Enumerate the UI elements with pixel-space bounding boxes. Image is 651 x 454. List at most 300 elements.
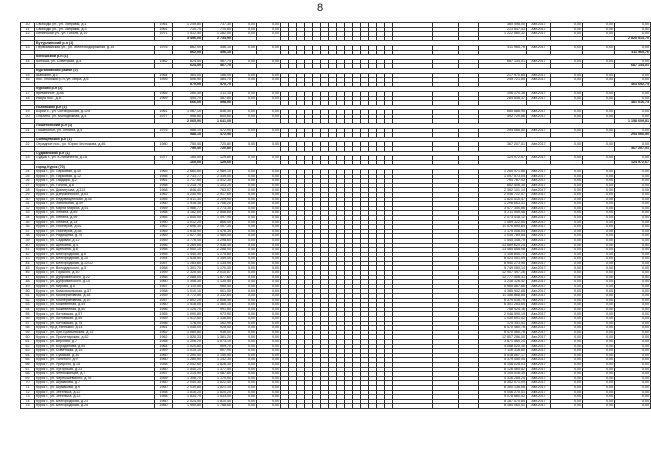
- period-cell: Авг.2017: [527, 312, 551, 317]
- value-cell: 0,00: [551, 183, 583, 188]
- value-cell: 0,00: [233, 211, 257, 216]
- value-cell: 0,00: [583, 27, 615, 32]
- dwelling-area-cell: 186,00: [203, 73, 233, 78]
- period-cell: Авг.2017: [527, 197, 551, 202]
- total-cost-cell: 1 158 609,81: [615, 119, 651, 124]
- value-cell: 0,00: [551, 266, 583, 271]
- dwelling-area-cell: 1 877,60: [203, 275, 233, 280]
- dwelling-area-cell: 1 512,30: [203, 179, 233, 184]
- period-cell: Авг.2017: [527, 248, 551, 253]
- value-cell: 0,00: [233, 298, 257, 303]
- period-cell: Авг.2017: [527, 183, 551, 188]
- dwelling-area-cell: 1 338,80: [203, 317, 233, 322]
- value-cell: 0,00: [257, 78, 281, 83]
- value-cell: 0,00: [257, 390, 281, 395]
- value-cell: 0,00: [551, 280, 583, 285]
- count-cell: [345, 404, 353, 409]
- total-cost-cell: 7 116 316,60: [479, 349, 527, 354]
- total-area-cell: 998,80: [173, 114, 203, 119]
- count-cell: [281, 404, 289, 409]
- year-cell: 1960: [155, 367, 173, 372]
- value-cell: 0,00: [615, 252, 651, 257]
- value-cell: 0,00: [615, 96, 651, 101]
- period-cell: Авг.2017: [527, 271, 551, 276]
- value-cell: 0,00: [257, 206, 281, 211]
- value-cell: 0,00: [233, 96, 257, 101]
- total-area-cell: 2 802,20: [173, 298, 203, 303]
- value-cell: 0,00: [551, 220, 583, 225]
- total-cost-cell: 758 424,16: [479, 307, 527, 312]
- period-cell: Авг.2017: [527, 225, 551, 230]
- year-cell: 1959: [155, 349, 173, 354]
- address-cell: Борки с., ул. Октябрьская, д.125: [35, 110, 155, 115]
- total-cost-cell: 2 352 101,14: [479, 188, 527, 193]
- year-cell: 1958: [155, 248, 173, 253]
- value-cell: 0,00: [257, 395, 281, 400]
- total-area-cell: 1 015,10: [173, 349, 203, 354]
- value-cell: 0,00: [257, 257, 281, 262]
- count-cell: [297, 404, 305, 409]
- value-cell: 0,00: [615, 330, 651, 335]
- value-cell: 0,00: [233, 344, 257, 349]
- total-area-cell: 1 280,90: [173, 358, 203, 363]
- period-cell: Авг.2017: [527, 234, 551, 239]
- dwelling-area-cell: 1 170,00: [203, 376, 233, 381]
- address-cell: Курск г., ул. Гайдара, д.2: [35, 179, 155, 184]
- value-cell: 0,00: [257, 142, 281, 147]
- count-cell: [361, 404, 369, 409]
- value-cell: 0,00: [583, 284, 615, 289]
- total-area-cell: 1 263,60: [173, 261, 203, 266]
- value-cell: 0,00: [583, 390, 615, 395]
- total-cost-cell: 6 370 016,75: [479, 298, 527, 303]
- dwelling-area-cell: 763,07: [203, 188, 233, 193]
- value-cell: 0,00: [551, 110, 583, 115]
- period-cell: Авг.2017: [527, 220, 551, 225]
- dwelling-area-cell: 2 733,90: [203, 36, 233, 41]
- dwelling-area-cell: 866,40: [203, 220, 233, 225]
- table-body: [21, 23, 651, 409]
- row-number-cell: 22: [21, 142, 35, 147]
- value-cell: 0,00: [257, 59, 281, 64]
- value-cell: 0,00: [257, 156, 281, 161]
- value-cell: 0,00: [615, 298, 651, 303]
- address-cell: Курск г., ул. Белгородская, д.10: [35, 257, 155, 262]
- value-cell: 0,00: [257, 303, 281, 308]
- total-area-cell: 1 110,50: [173, 284, 203, 289]
- dwelling-area-cell: 456,10: [203, 50, 233, 55]
- value-cell: 0,00: [551, 344, 583, 349]
- total-cost-cell: 5 379 450,05: [479, 358, 527, 363]
- year-cell: 1960: [155, 399, 173, 404]
- dwelling-area-cell: 570,70: [203, 82, 233, 87]
- value-cell: 0,00: [615, 156, 651, 161]
- total-area-cell: 1 440,30: [173, 252, 203, 257]
- dwelling-area-cell: 907,90: [203, 349, 233, 354]
- total-area-cell: 1 249,80: [173, 23, 203, 28]
- period-cell: Авг.2017: [527, 96, 551, 101]
- row-number-cell: 23: [21, 156, 35, 161]
- value-cell: 0,00: [583, 353, 615, 358]
- value-cell: 0,00: [615, 376, 651, 381]
- total-cost-cell: 5 749 050,14: [479, 266, 527, 271]
- value-cell: 0,00: [551, 321, 583, 326]
- value-cell: 0,00: [615, 317, 651, 322]
- address-cell: Курск г., ул. Ленина, д.99: [35, 215, 155, 220]
- value-cell: 0,00: [583, 298, 615, 303]
- value-cell: 0,00: [551, 271, 583, 276]
- row-number-cell: 48: [21, 280, 35, 285]
- district-name-cell: город Курск (70): [35, 165, 651, 170]
- value-cell: 0,00: [551, 353, 583, 358]
- value-cell: 0,00: [583, 257, 615, 262]
- row-number-cell: 16: [21, 78, 35, 83]
- total-cost-cell: 1 030 789,65: [479, 234, 527, 239]
- address-cell: Курск г., ул. Садовая, д.12: [35, 238, 155, 243]
- value-cell: 0,00: [583, 142, 615, 147]
- value-cell: 0,00: [257, 367, 281, 372]
- value-cell: 0,00: [583, 234, 615, 239]
- value-cell: 0,00: [615, 395, 651, 400]
- year-cell: 1969: [155, 229, 173, 234]
- row-number-cell: 69: [21, 376, 35, 381]
- total-area-cell: 624,00: [173, 59, 203, 64]
- value-cell: 0,00: [233, 261, 257, 266]
- total-cost-cell: 665 888,95: [479, 110, 527, 115]
- year-cell: 1962: [155, 335, 173, 340]
- value-cell: 0,00: [233, 243, 257, 248]
- value-cell: 0,00: [583, 206, 615, 211]
- year-cell: 1955: [155, 252, 173, 257]
- row-number-cell: 56: [21, 317, 35, 322]
- value-cell: 0,00: [233, 91, 257, 96]
- value-cell: 0,00: [551, 385, 583, 390]
- value-cell: 0,00: [233, 252, 257, 257]
- value-cell: 0,00: [257, 358, 281, 363]
- dwelling-area-cell: 211,10: [203, 91, 233, 96]
- address-cell: Курск г., ул. Шумакова, д.7: [35, 381, 155, 386]
- period-cell: Авг.2017: [527, 399, 551, 404]
- period-cell: Авг.2017: [527, 367, 551, 372]
- dwelling-area-cell: 714,60: [203, 27, 233, 32]
- value-cell: 0,00: [615, 206, 651, 211]
- dwelling-area-cell: 598,90: [203, 101, 233, 106]
- address-cell: Курск г., ул. Хуторская, д.23: [35, 367, 155, 372]
- value-cell: 0,00: [257, 321, 281, 326]
- value-cell: 0,00: [551, 335, 583, 340]
- total-cost-cell: 652 406,35: [479, 183, 527, 188]
- total-area-cell: 624,00: [173, 64, 203, 69]
- row-number-cell: 26: [21, 179, 35, 184]
- dwelling-area-cell: 1 142,30: [203, 358, 233, 363]
- value-cell: 0,00: [233, 128, 257, 133]
- total-area-cell: 1 916,30: [173, 202, 203, 207]
- value-cell: 0,00: [615, 280, 651, 285]
- total-area-cell: 1 518,50: [173, 257, 203, 262]
- value-cell: 0,00: [551, 73, 583, 78]
- value-cell: 0,00: [615, 321, 651, 326]
- total-area-cell: 2 088,00: [173, 275, 203, 280]
- total-cost-cell: 1 255 971,68: [479, 170, 527, 175]
- address-cell: Курск г., ул. Пролетарская, д.62: [35, 335, 155, 340]
- dwelling-area-cell: 1 087,60: [203, 372, 233, 377]
- value-cell: 0,00: [583, 362, 615, 367]
- total-cost-cell: 13 689 620,24: [479, 243, 527, 248]
- row-number-cell: 58: [21, 326, 35, 331]
- amount-cell: [459, 404, 479, 409]
- period-cell: Авг.2017: [527, 280, 551, 285]
- total-area-cell: 3 772,50: [173, 294, 203, 299]
- dwelling-area-cell: 1 170,30: [203, 266, 233, 271]
- value-cell: 0,00: [233, 59, 257, 64]
- address-cell: Курск г., ул. Запольная, д.49: [35, 202, 155, 207]
- value-cell: 0,00: [551, 395, 583, 400]
- year-cell: 1960: [155, 303, 173, 308]
- row-number-cell: 33: [21, 211, 35, 216]
- address-cell: Курск г., ул. Бородинова, д.55: [35, 344, 155, 349]
- value-cell: 0,00: [257, 188, 281, 193]
- value-cell: 0,00: [551, 225, 583, 230]
- address-cell: Первомайская ул., ул. Железнодорожная, д.14: [35, 45, 155, 50]
- value-cell: 0,00: [615, 390, 651, 395]
- row-number-cell: 32: [21, 206, 35, 211]
- row-number-cell: 44: [21, 261, 35, 266]
- total-area-cell: 1 090,80: [173, 312, 203, 317]
- dwelling-area-cell: 1 708,20: [203, 202, 233, 207]
- count-cell: [289, 404, 297, 409]
- value-cell: 0,00: [233, 399, 257, 404]
- address-cell: Курск г., ул. Ленина, д.89: [35, 211, 155, 216]
- value-cell: 0,00: [257, 73, 281, 78]
- year-cell: 1957: [155, 372, 173, 377]
- period-cell: Авг.2017: [527, 404, 551, 409]
- total-cost-cell: 1 069 322,64: [479, 220, 527, 225]
- row-number-cell: 11: [21, 27, 35, 32]
- value-cell: 0,00: [257, 335, 281, 340]
- total-area-cell: 1 290,40: [173, 353, 203, 358]
- year-cell: 1958: [155, 362, 173, 367]
- dwelling-area-cell: 991,60: [203, 307, 233, 312]
- dwelling-area-cell: 1 103,20: [203, 183, 233, 188]
- dwelling-area-cell: 1 073,10: [203, 339, 233, 344]
- total-area-cell: 3 496,00: [173, 36, 203, 41]
- period-cell: Авг.2017: [527, 326, 551, 331]
- total-cost-cell: 175 351,51: [479, 321, 527, 326]
- total-area-cell: 2 326,40: [173, 271, 203, 276]
- dwelling-area-cell: 1 788,60: [203, 404, 233, 409]
- value-cell: 0,00: [615, 197, 651, 202]
- total-cost-cell: 6 301 283,64: [479, 303, 527, 308]
- total-cost-cell: 3 671 560,24: [479, 339, 527, 344]
- value-cell: 0,00: [257, 399, 281, 404]
- total-area-cell: 1 126,70: [173, 307, 203, 312]
- value-cell: 0,00: [551, 390, 583, 395]
- value-cell: 0,00: [551, 307, 583, 312]
- row-number-cell: 47: [21, 275, 35, 280]
- value-cell: 0,00: [257, 381, 281, 386]
- total-area-cell: 1 010,10: [173, 289, 203, 294]
- address-cell: Курск г., ул. Парковая, д.12: [35, 174, 155, 179]
- total-area-cell: 364,00: [173, 73, 203, 78]
- count-cell: [305, 404, 313, 409]
- address-cell: Курск г., ул. Белгородская, д.23: [35, 399, 155, 404]
- value-cell: 0,00: [583, 59, 615, 64]
- dwelling-area-cell: 129,60: [203, 156, 233, 161]
- total-area-cell: 1 986,77: [173, 206, 203, 211]
- dwelling-area-cell: 129,60: [203, 160, 233, 165]
- dwelling-area-cell: 1 359,40: [203, 257, 233, 262]
- total-cost-cell: 4 105 516,39: [479, 372, 527, 377]
- value-cell: 0,00: [615, 367, 651, 372]
- total-cost-cell: 284 846,37: [479, 96, 527, 101]
- value-cell: 0,00: [257, 372, 281, 377]
- value-cell: 0,00: [551, 229, 583, 234]
- value-cell: 0,00: [551, 188, 583, 193]
- value-cell: 0,00: [615, 372, 651, 377]
- year-cell: 1977: [155, 114, 173, 119]
- year-cell: 1969: [155, 234, 173, 239]
- district-name-cell: Кургановский район (2): [35, 68, 651, 73]
- year-cell: 1959: [155, 238, 173, 243]
- value-cell: 0,00: [257, 252, 281, 257]
- address-cell: Ольгино, ул. Молодёжная, д.4: [35, 114, 155, 119]
- dwelling-area-cell: 2 858,80: [203, 211, 233, 216]
- value-cell: 0,00: [551, 303, 583, 308]
- value-cell: 0,00: [233, 317, 257, 322]
- year-cell: 1957: [155, 298, 173, 303]
- value-cell: 0,00: [551, 45, 583, 50]
- value-cell: 0,00: [583, 248, 615, 253]
- row-number-cell: 34: [21, 215, 35, 220]
- address-cell: Курск г., ул. Кооперативная, д.18: [35, 294, 155, 299]
- dwelling-area-cell: 2 447,30: [203, 225, 233, 230]
- address-cell: Курск г., ул. Белгородская, д.12/12: [35, 261, 155, 266]
- value-cell: 0,00: [551, 404, 583, 409]
- value-cell: 0,00: [615, 353, 651, 358]
- year-cell: 1960: [155, 280, 173, 285]
- period-cell: Авг.2017: [527, 32, 551, 37]
- value-cell: 0,00: [583, 261, 615, 266]
- dwelling-area-cell: 2 506,30: [203, 298, 233, 303]
- value-cell: 0,00: [257, 114, 281, 119]
- value-cell: 0,00: [551, 372, 583, 377]
- value-cell: 0,00: [583, 358, 615, 363]
- dwelling-area-cell: 737,30: [203, 23, 233, 28]
- period-cell: Авг.2017: [527, 385, 551, 390]
- value-cell: 0,00: [583, 73, 615, 78]
- total-cost-cell: 12 777 506,41: [479, 275, 527, 280]
- period-cell: Авг.2017: [527, 188, 551, 193]
- period-cell: Авг.2017: [527, 294, 551, 299]
- value-cell: 0,00: [257, 376, 281, 381]
- value-cell: 0,00: [233, 372, 257, 377]
- year-cell: 1960: [155, 381, 173, 386]
- year-cell: 1960: [155, 353, 173, 358]
- period-cell: Авг.2017: [527, 23, 551, 28]
- year-cell: 1976: [155, 128, 173, 133]
- address-cell: Курск г., пр-д Узенький, д.14: [35, 326, 155, 331]
- row-number-cell: 42: [21, 252, 35, 257]
- year-cell: 1957: [155, 261, 173, 266]
- address-cell: Курск г., ул. Дубровинского, д.22: [35, 275, 155, 280]
- dwelling-area-cell: 472,90: [203, 133, 233, 138]
- amount-cell: [393, 404, 433, 409]
- total-cost-cell: 6 470 460,78: [479, 330, 527, 335]
- row-number-cell: 73: [21, 395, 35, 400]
- row-number-cell: 59: [21, 330, 35, 335]
- value-cell: 0,00: [583, 174, 615, 179]
- value-cell: 0,00: [583, 271, 615, 276]
- value-cell: 0,00: [583, 96, 615, 101]
- value-cell: 0,00: [233, 220, 257, 225]
- value-cell: 0,00: [615, 188, 651, 193]
- value-cell: 0,00: [233, 284, 257, 289]
- period-cell: Авг.2017: [527, 358, 551, 363]
- total-cost-cell: 8 187 070,89: [479, 399, 527, 404]
- value-cell: 0,00: [583, 192, 615, 197]
- period-cell: Авг.2017: [527, 395, 551, 400]
- total-cost-cell: 794 767,52: [479, 179, 527, 184]
- total-area-cell: 846,40: [173, 188, 203, 193]
- value-cell: 0,00: [233, 114, 257, 119]
- total-area-cell: 2 733,77: [173, 174, 203, 179]
- value-cell: 0,00: [615, 344, 651, 349]
- value-cell: 0,00: [583, 307, 615, 312]
- year-cell: 1959: [155, 271, 173, 276]
- value-cell: 0,00: [551, 96, 583, 101]
- row-number-cell: 49: [21, 284, 35, 289]
- value-cell: 0,00: [615, 128, 651, 133]
- address-cell: Курск г., ул. Володарского, д.5: [35, 266, 155, 271]
- period-cell: Авг.2017: [527, 266, 551, 271]
- total-cost-cell: 8 126 460,82: [479, 367, 527, 372]
- row-number-cell: 62: [21, 344, 35, 349]
- dwelling-area-cell: 467,70: [203, 64, 233, 69]
- total-area-cell: 862,00: [173, 45, 203, 50]
- address-cell: Курск г., ул. Урицкого, д.15: [35, 362, 155, 367]
- value-cell: 0,00: [615, 335, 651, 340]
- value-cell: 0,00: [583, 252, 615, 257]
- total-area-cell: 3 182,60: [173, 211, 203, 216]
- value-cell: 0,00: [615, 211, 651, 216]
- value-cell: 0,00: [551, 381, 583, 386]
- value-cell: 0,00: [233, 229, 257, 234]
- value-cell: 0,00: [233, 248, 257, 253]
- address-cell: Курск г., ул. Ленина, д.14: [35, 220, 155, 225]
- value-cell: 0,00: [233, 404, 257, 409]
- value-cell: 0,00: [615, 261, 651, 266]
- total-area-cell: 1 306,30: [173, 280, 203, 285]
- row-number-cell: 29: [21, 192, 35, 197]
- value-cell: 0,00: [583, 326, 615, 331]
- year-cell: 1968: [155, 188, 173, 193]
- total-area-cell: 160,00: [173, 160, 203, 165]
- total-area-cell: 750,40: [173, 147, 203, 152]
- dwelling-area-cell: 1 485,50: [203, 234, 233, 239]
- value-cell: 0,00: [233, 78, 257, 83]
- address-cell: Курск г., ул. Кожевенная, д.50: [35, 307, 155, 312]
- address-cell: Курск г., ул. Пионеров, д.62: [35, 225, 155, 230]
- dwelling-area-cell: 973,90: [203, 312, 233, 317]
- row-number-cell: 61: [21, 339, 35, 344]
- period-cell: Авг.2017: [527, 91, 551, 96]
- value-cell: 0,00: [551, 248, 583, 253]
- value-cell: 0,00: [233, 110, 257, 115]
- address-cell: Шапкино, д.1: [35, 73, 155, 78]
- value-cell: 0,00: [257, 211, 281, 216]
- value-cell: 0,00: [551, 399, 583, 404]
- total-cost-cell: 8 423 051,49: [479, 257, 527, 262]
